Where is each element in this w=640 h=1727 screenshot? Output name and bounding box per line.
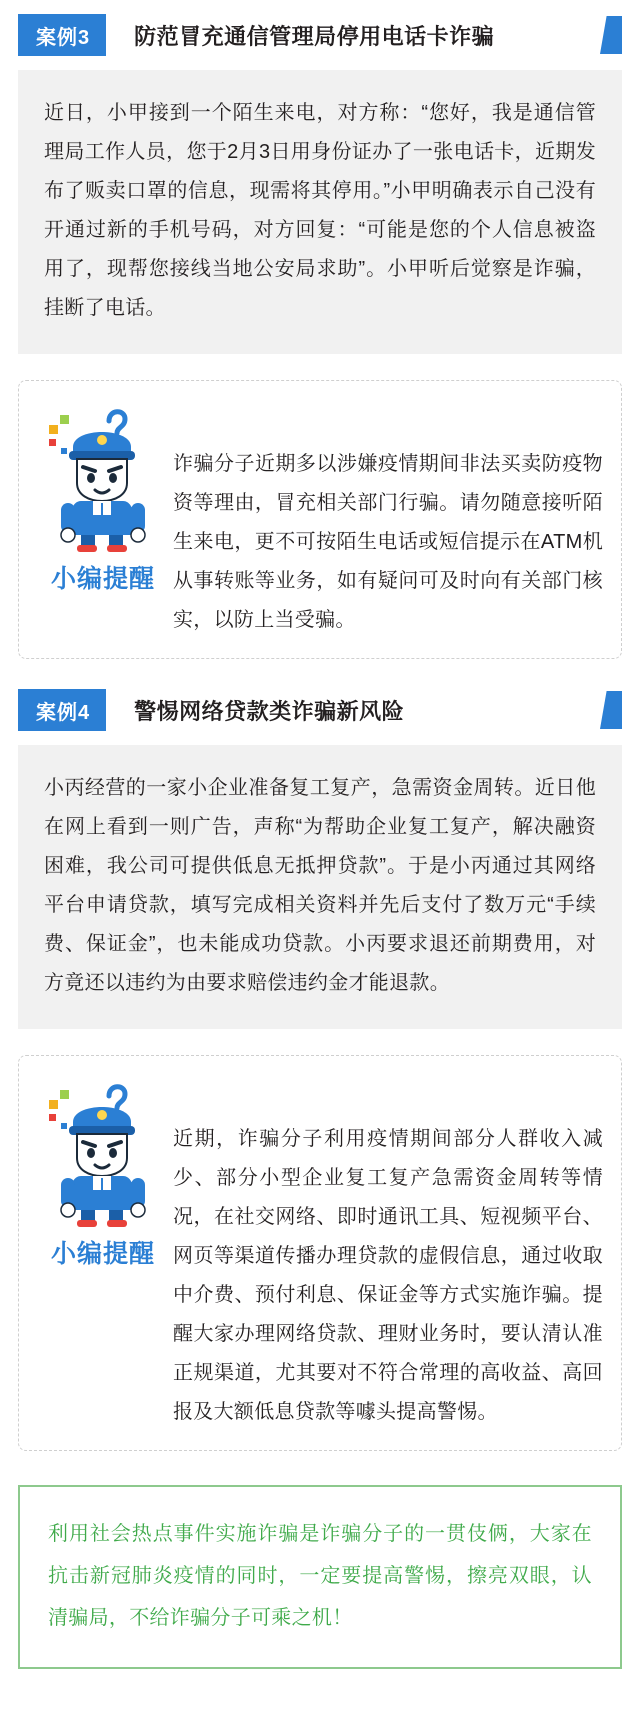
closing-note-text: 利用社会热点事件实施诈骗是诈骗分子的一贯伎俩，大家在抗击新冠肺炎疫情的同时，一定要提高警惕，擦亮双眼，认清骗局，不给诈骗分子可乘之机！ xyxy=(48,1523,592,1629)
case-title-3: 防范冒充通信管理局停用电话卡诈骗 xyxy=(134,23,495,49)
tip-left-4 xyxy=(33,1072,173,1270)
tip-left-3 xyxy=(33,397,173,595)
case-narrative-4: 小丙经营的一家小企业准备复工复产，急需资金周转。近日他在网上看到一则广告，声称“为帮助企业复工复产，解决融资困难，我公司可提供低息无抵押贷款”。于是小丙通过其网络平台申请贷款，填写完成相关资料并先后支付了数万元“手续费、保证金”，也未能成功贷款。小丙要求退还前期费用，对方竟还以违约为由要求赔偿违约金才能退款。 xyxy=(18,745,622,1029)
case-header-4 xyxy=(18,689,622,731)
police-mascot-icon xyxy=(47,1078,159,1228)
tip-text-3: 诈骗分子近期多以涉嫌疫情期间非法买卖防疫物资等理由，冒充相关部门行骗。请勿随意接听陌生来电，更不可按陌生电话或短信提示在ATM机从事转账等业务，如有疑问可及时向有关部门核实，以防上当受骗。 xyxy=(173,453,603,631)
case-title-wrap-3 xyxy=(106,14,622,56)
tip-block-4 xyxy=(18,1055,622,1451)
tip-label-3: 小编提醒 xyxy=(50,565,155,593)
tip-label-4: 小编提醒 xyxy=(50,1240,155,1268)
case-tag-4: 案例4 xyxy=(18,689,106,731)
case-title-wrap-4 xyxy=(106,689,622,731)
tip-block-3 xyxy=(18,380,622,659)
closing-note xyxy=(18,1485,622,1669)
case-header-3 xyxy=(18,14,622,56)
case-title-4: 警惕网络贷款类诈骗新风险 xyxy=(134,698,405,724)
tip-text-4: 近期，诈骗分子利用疫情期间部分人群收入减少、部分小型企业复工复产急需资金周转等情况，在社交网络、即时通讯工具、短视频平台、网页等渠道传播办理贷款的虚假信息，通过收取中介费、预付利息、保证金等方式实施诈骗。提醒大家办理网络贷款、理财业务时，要认清认准正规渠道，尤其要对不符合常理的高收益、高回报及大额低息贷款等噱头提高警惕。 xyxy=(173,1128,603,1423)
case-narrative-3: 近日，小甲接到一个陌生来电，对方称：“您好，我是通信管理局工作人员，您于2月3日用身份证办了一张电话卡，近期发布了贩卖口罩的信息，现需将其停用。”小甲明确表示自己没有开通过新的手机号码，对方回复：“可能是您的个人信息被盗用了，现帮您接线当地公安局求助”。小甲听后觉察是诈骗，挂断了电话。 xyxy=(18,70,622,354)
case-tag-3: 案例3 xyxy=(18,14,106,56)
police-mascot-icon xyxy=(47,403,159,553)
